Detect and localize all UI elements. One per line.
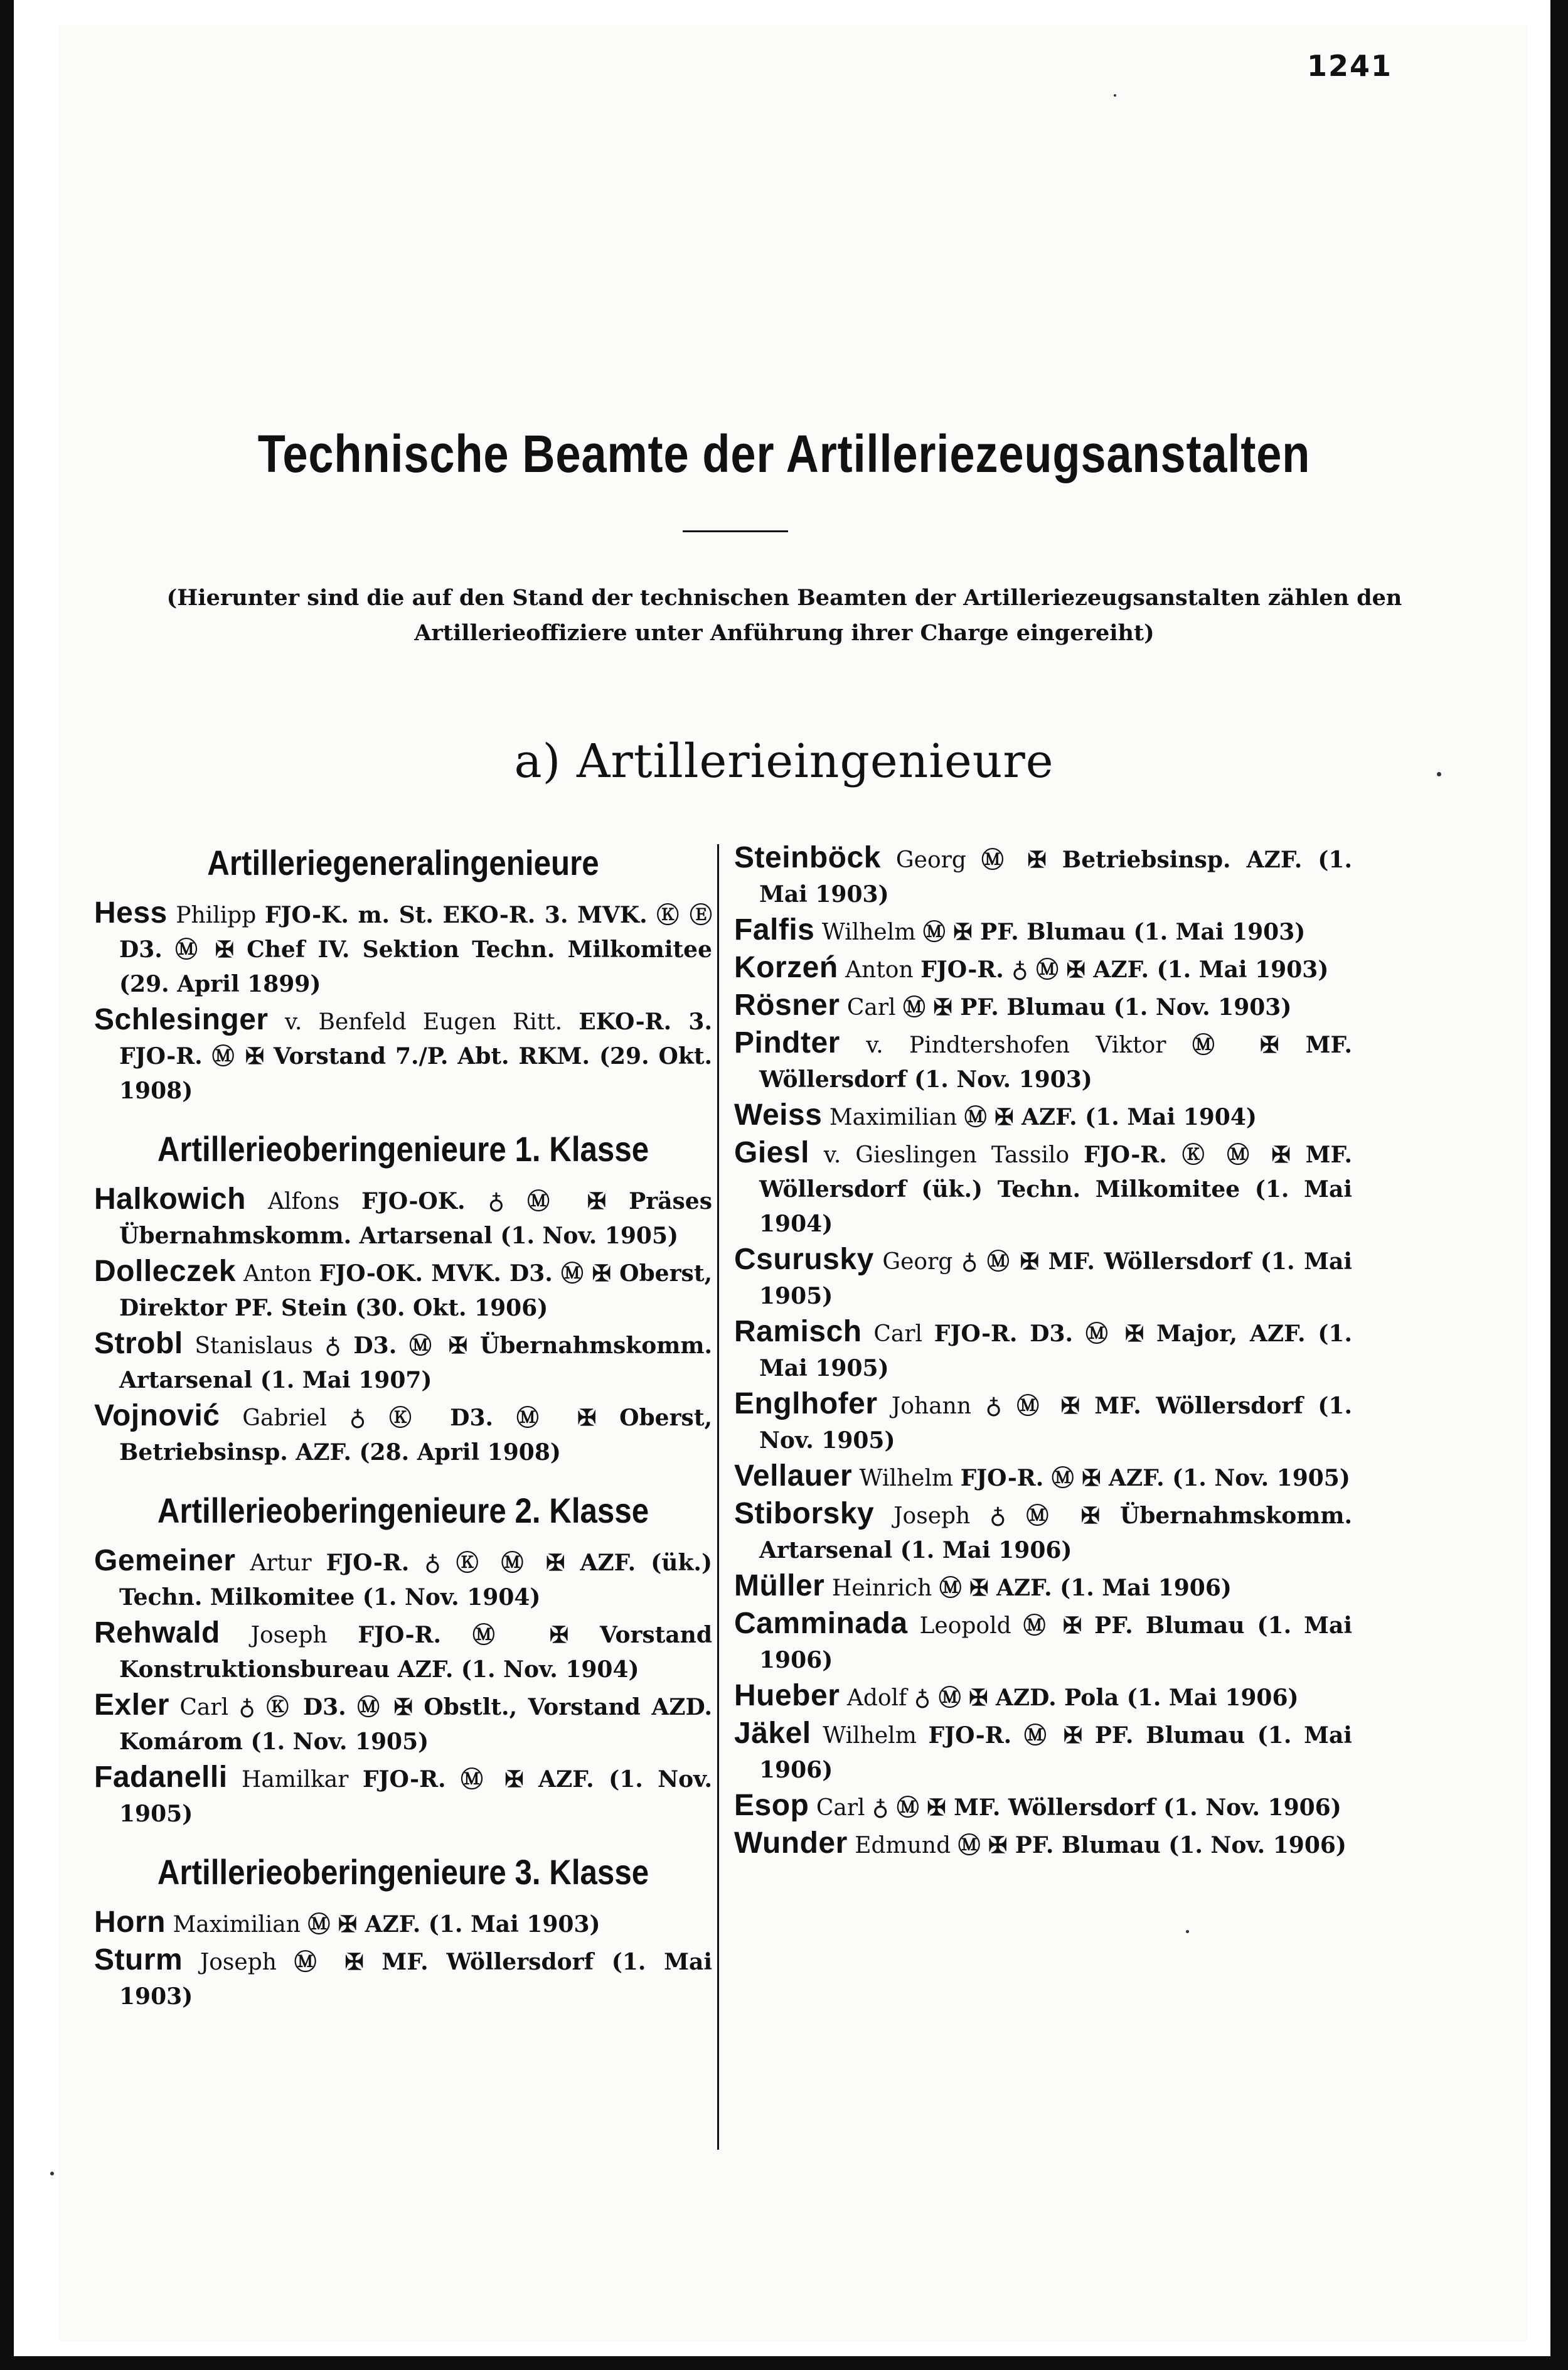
entry-surname: Müller (734, 1569, 825, 1602)
entry-surname: Horn (94, 1906, 166, 1939)
scan-border-left (0, 0, 14, 2370)
list-item (734, 1243, 1352, 1314)
entry-details: FJO-OK. MVK. D3. Ⓜ ✠ Oberst, Direktor PF. Stein (30. Okt. 1906) (119, 1260, 712, 1321)
entry-name: Maximilian (173, 1912, 301, 1938)
entry-name: Georg (882, 1249, 953, 1275)
entry-surname: Jäkel (734, 1717, 811, 1750)
entry-name: Adolf (846, 1685, 907, 1711)
entry-details: FJO-R. Ⓜ ✠ AZF. (1. Nov. 1905) (119, 1766, 712, 1827)
entry-details: Ⓜ ✠ PF. Blumau (1. Nov. 1906) (957, 1832, 1347, 1858)
entry-details: FJO-R. ♁ Ⓚ Ⓜ ✠ AZF. (ük.) Techn. Milkomitee (1. Nov. 1904) (119, 1550, 712, 1611)
entry-surname: Schlesinger (94, 1003, 269, 1036)
entry-surname: Dolleczek (94, 1255, 236, 1288)
list-item (734, 1387, 1352, 1458)
page-number: 1241 (1306, 49, 1392, 83)
entry-name: Wilhelm (859, 1466, 954, 1491)
list-item (734, 1136, 1352, 1241)
entry-name: Carl (179, 1695, 229, 1720)
entry-details: FJO-OK. ♁ Ⓜ ✠ Präses Übernahmskomm. Artarsenal (1. Nov. 1905) (119, 1188, 712, 1249)
entry-name: Carl (873, 1321, 923, 1347)
entry-surname: Falfis (734, 913, 815, 946)
page-title: Technische Beamte der Artilleriezeugsanstalten (257, 424, 1311, 483)
list-item (94, 1182, 712, 1253)
entry-name: Artur (250, 1550, 312, 1576)
entry-name: Hamilkar (241, 1767, 349, 1793)
entry-name: Gabriel (242, 1405, 328, 1431)
entry-name: Wilhelm (823, 1723, 917, 1749)
list-item (94, 1906, 712, 1942)
entry-surname: Strobl (94, 1327, 183, 1360)
entry-surname: Rösner (734, 989, 840, 1022)
entry-name: Alfons (267, 1189, 340, 1214)
group-heading: Artillerieoberingenieure 3. Klasse (157, 1852, 649, 1892)
entry-details: ♁ Ⓚ D3. Ⓜ ✠ Oberst, Betriebsinsp. AZF. (28. April 1908) (119, 1405, 712, 1466)
list-item (734, 841, 1352, 912)
list-item (734, 989, 1352, 1025)
list-item (734, 1569, 1352, 1606)
entry-surname: Giesl (734, 1136, 809, 1169)
list-item (734, 1459, 1352, 1496)
entry-name: Georg (895, 847, 966, 873)
entry-details: Ⓜ ✠ MF. Wöllersdorf (1. Nov. 1903) (759, 1032, 1352, 1093)
column-divider (717, 844, 719, 2150)
entry-name: v. Benfeld Eugen Ritt. (284, 1009, 563, 1035)
entry-surname: Hueber (734, 1679, 840, 1712)
entry-name: Carl (846, 995, 896, 1021)
entry-details: ♁ Ⓜ ✠ Übernahmskomm. Artarsenal (1. Mai 1906) (759, 1503, 1352, 1563)
scan-speck (1437, 772, 1441, 776)
entry-surname: Ramisch (734, 1315, 862, 1348)
list-item (94, 1761, 712, 1831)
group-heading: Artillerieoberingenieure 1. Klasse (157, 1129, 649, 1169)
entry-details: ♁ D3. Ⓜ ✠ Übernahmskomm. Artarsenal (1. Mai 1907) (119, 1332, 712, 1393)
entry-name: Leopold (919, 1613, 1011, 1639)
entry-name: Philipp (176, 903, 257, 928)
entry-surname: Rehwald (94, 1616, 220, 1649)
right-column (734, 841, 1352, 1864)
entry-details: Ⓜ ✠ PF. Blumau (1. Nov. 1903) (903, 994, 1292, 1021)
entry-surname: Vojnović (94, 1399, 220, 1432)
entry-surname: Vellauer (734, 1459, 853, 1493)
scan-border-bottom (0, 2356, 1568, 2370)
entry-surname: Gemeiner (94, 1544, 236, 1577)
entry-details: Ⓜ ✠ PF. Blumau (1. Mai 1903) (922, 919, 1306, 945)
entry-name: Carl (816, 1795, 865, 1821)
title-rule (683, 530, 788, 532)
entry-surname: Pindter (734, 1026, 840, 1059)
entry-name: Edmund (855, 1833, 951, 1858)
entry-name: Heinrich (831, 1575, 932, 1601)
entry-details: ♁ Ⓜ ✠ MF. Wöllersdorf (1. Nov. 1906) (872, 1794, 1341, 1821)
entry-name: Maximilian (829, 1105, 957, 1130)
list-item (94, 1943, 712, 2014)
scan-speck (1114, 94, 1116, 97)
entry-surname: Stiborsky (734, 1497, 875, 1530)
entry-name: Anton (243, 1261, 312, 1287)
group-heading: Artilleriegeneralingenieure (207, 843, 599, 882)
list-item (734, 913, 1352, 950)
list-item (734, 1098, 1352, 1135)
entry-details: Ⓜ ✠ PF. Blumau (1. Mai 1906) (759, 1612, 1352, 1673)
entry-surname: Hess (94, 896, 168, 930)
entry-surname: Wunder (734, 1826, 848, 1860)
entry-surname: Korzeń (734, 951, 838, 984)
entry-name: Stanislaus (195, 1333, 313, 1359)
entry-surname: Halkowich (94, 1182, 246, 1216)
entry-surname: Weiss (734, 1098, 823, 1132)
entry-name: v. Pindtershofen Viktor (866, 1032, 1166, 1058)
entry-details: FJO-R. Ⓜ ✠ PF. Blumau (1. Mai 1906) (759, 1722, 1352, 1783)
list-item (94, 1255, 712, 1326)
entry-details: FJO-R. Ⓜ ✠ AZF. (1. Nov. 1905) (960, 1465, 1350, 1491)
entry-surname: Exler (94, 1688, 169, 1722)
entry-surname: Esop (734, 1789, 809, 1822)
entry-details: Ⓜ ✠ MF. Wöllersdorf (1. Mai 1903) (119, 1949, 712, 2010)
scan-speck (50, 2172, 54, 2175)
list-item (734, 1497, 1352, 1568)
entry-details: Ⓜ ✠ AZF. (1. Mai 1904) (964, 1104, 1257, 1130)
entry-surname: Steinböck (734, 841, 881, 874)
entry-details: Ⓜ ✠ AZF. (1. Mai 1906) (939, 1575, 1232, 1601)
entry-surname: Camminada (734, 1607, 908, 1640)
list-item (94, 1616, 712, 1687)
entry-details: ♁ Ⓜ ✠ MF. Wöllersdorf (1. Nov. 1905) (759, 1393, 1352, 1454)
scan-border-right (1550, 0, 1568, 2370)
list-item (734, 951, 1352, 987)
list-item (734, 1826, 1352, 1863)
entry-name: Joseph (200, 1949, 277, 1975)
entry-details: Ⓜ ✠ Betriebsinsp. AZF. (1. Mai 1903) (759, 847, 1352, 908)
entry-surname: Englhofer (734, 1387, 878, 1420)
entry-name: Wilhelm (821, 920, 916, 945)
list-item (94, 1003, 712, 1108)
list-item (94, 1544, 712, 1615)
group-heading: Artillerieoberingenieure 2. Klasse (157, 1491, 649, 1530)
list-item (734, 1717, 1352, 1788)
entry-name: Joseph (893, 1503, 971, 1529)
entry-details: FJO-R. ♁ Ⓜ ✠ AZF. (1. Mai 1903) (920, 957, 1329, 983)
entry-name: Anton (845, 957, 914, 983)
entry-details: ♁ Ⓚ D3. Ⓜ ✠ Obstlt., Vorstand AZD. Komárom (1. Nov. 1905) (119, 1694, 713, 1755)
entry-details: EKO-R. 3. FJO-R. Ⓜ ✠ Vorstand 7./P. Abt. RKM. (29. Okt. 1908) (119, 1009, 713, 1104)
list-item (734, 1679, 1352, 1715)
list-item (734, 1607, 1352, 1678)
entry-details: FJO-R. D3. Ⓜ ✠ Major, AZF. (1. Mai 1905) (759, 1321, 1352, 1381)
entry-details: Ⓜ ✠ AZF. (1. Mai 1903) (307, 1911, 600, 1938)
entry-details: FJO-R. Ⓚ Ⓜ ✠ MF. Wöllersdorf (ük.) Techn. Milkomitee (1. Mai 1904) (759, 1142, 1352, 1237)
entry-name: Joseph (250, 1622, 328, 1648)
entry-details: ♁ Ⓜ ✠ AZD. Pola (1. Mai 1906) (914, 1685, 1299, 1711)
list-item (94, 1688, 712, 1759)
scan-speck (1186, 1930, 1189, 1933)
list-item (94, 896, 712, 1002)
left-column (94, 841, 712, 2015)
entry-details: FJO-R. Ⓜ ✠ Vorstand Konstruktionsbureau AZF. (1. Nov. 1904) (119, 1622, 712, 1683)
page-subtitle: (Hierunter sind die auf den Stand der technischen Beamten der Artilleriezeugsanstalten zählen den Artillerieoffiziere unter Anführung ihrer Charge eingereiht) (166, 585, 1402, 646)
entry-name: Johann (891, 1393, 972, 1419)
entry-surname: Csurusky (734, 1243, 874, 1276)
list-item (734, 1026, 1352, 1097)
entry-details: FJO-K. m. St. EKO-R. 3. MVK. Ⓚ Ⓔ D3. Ⓜ ✠ Chef IV. Sektion Techn. Milkomitee (29. April 1899) (119, 902, 712, 997)
list-item (734, 1315, 1352, 1386)
list-item (94, 1399, 712, 1470)
list-item (734, 1789, 1352, 1825)
section-heading: a) Artillerieingenieure (514, 734, 1054, 788)
list-item (94, 1327, 712, 1398)
entry-name: v. Gieslingen Tassilo (823, 1142, 1070, 1168)
entry-details: ♁ Ⓜ ✠ MF. Wöllersdorf (1. Mai 1905) (759, 1248, 1352, 1309)
entry-surname: Fadanelli (94, 1761, 228, 1794)
entry-surname: Sturm (94, 1943, 183, 1976)
